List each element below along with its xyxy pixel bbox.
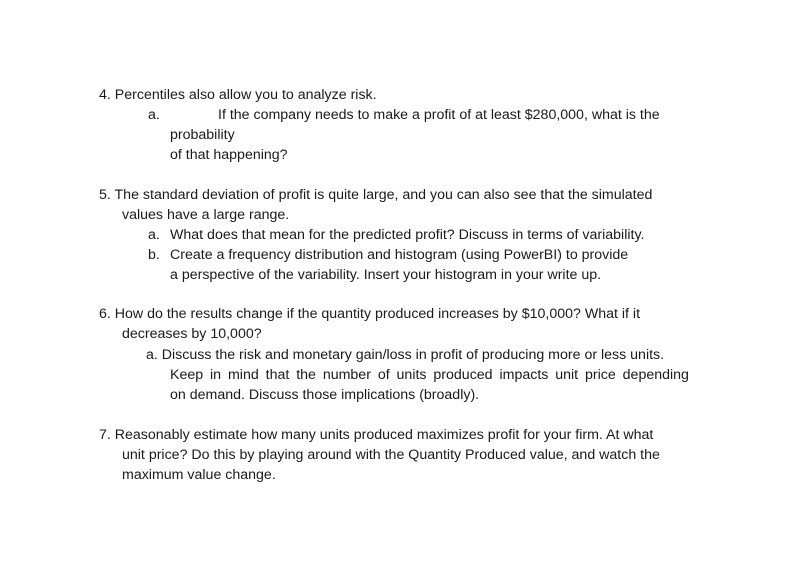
- word: that: [265, 367, 290, 383]
- question-5-stem-line1: 5. The standard deviation of profit is quite large, and you can also see that the simulated: [99, 187, 653, 203]
- question-6-stem-line2: decreases by 10,000?: [122, 326, 262, 342]
- question-7-stem-line2: unit price? Do this by playing around with the Quantity Produced value, and watch the: [122, 447, 660, 463]
- word: depending: [622, 367, 689, 383]
- question-4-stem: 4. Percentiles also allow you to analyze risk.: [99, 87, 377, 103]
- question-6a-text-line1: a. Discuss the risk and monetary gain/loss in profit of producing more or less units.: [146, 347, 665, 363]
- question-6a-text-line2: [170, 365, 689, 385]
- question-5-stem-line2: values have a large range.: [122, 207, 290, 223]
- question-4a-text-line2: probability: [170, 127, 235, 143]
- question-5b-text-line1: Create a frequency distribution and histogram (using PowerBI) to provide: [170, 247, 629, 263]
- word: mind: [227, 367, 259, 383]
- word: price: [585, 367, 616, 383]
- question-6-stem-line1: 6. How do the results change if the quantity produced increases by $10,000? What if it: [99, 306, 641, 322]
- question-5a-label: a.: [148, 227, 160, 243]
- question-5a-text: What does that mean for the predicted profit? Discuss in terms of variability.: [170, 227, 645, 243]
- question-4a-text-line1: If the company needs to make a profit of at least $280,000, what is the: [218, 107, 660, 123]
- word: impacts: [499, 367, 549, 383]
- word: unit: [555, 367, 579, 383]
- question-7-stem-line3: maximum value change.: [122, 467, 276, 483]
- question-7-stem-line1: 7. Reasonably estimate how many units produced maximizes profit for your firm. At what: [99, 427, 654, 443]
- question-5b-label: b.: [148, 247, 160, 263]
- word: number: [322, 367, 371, 383]
- word: units: [396, 367, 427, 383]
- word: of: [377, 367, 390, 383]
- question-4a-label: a.: [148, 107, 160, 123]
- question-5b-text-line2: a perspective of the variability. Insert your histogram in your write up.: [170, 267, 602, 283]
- word: produced: [433, 367, 493, 383]
- question-6a-text-line3: on demand. Discuss those implications (broadly).: [170, 387, 480, 403]
- word: Keep: [170, 367, 204, 383]
- question-4a-text-line3: of that happening?: [170, 147, 288, 163]
- word: the: [296, 367, 316, 383]
- word: in: [210, 367, 222, 383]
